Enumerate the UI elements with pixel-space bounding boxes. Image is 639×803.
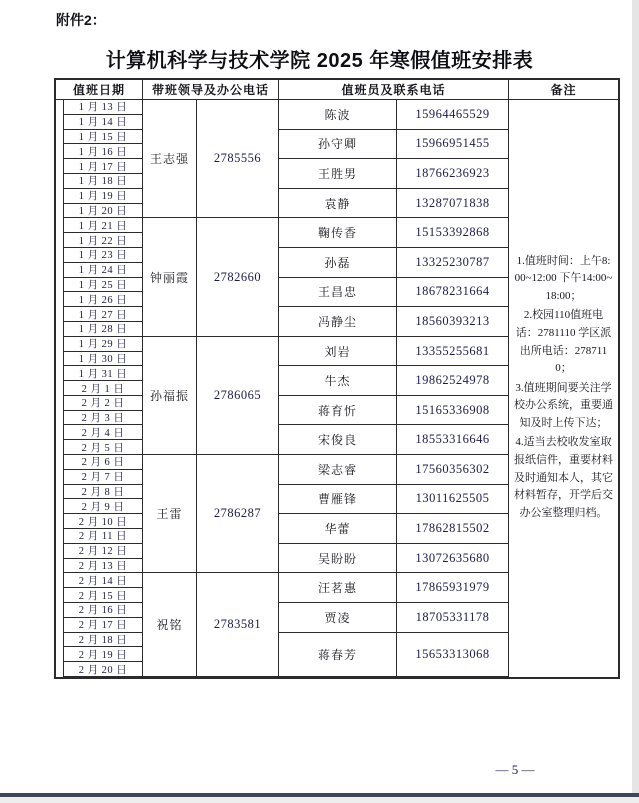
leader-phone-cell: 2785556 — [197, 100, 279, 218]
staff-phone-cell: 18705331178 — [397, 603, 509, 633]
date-cell: 2 月 20 日 — [63, 662, 143, 677]
staff-name-cell: 吴盼盼 — [279, 544, 397, 574]
staff-name-cell: 贾凌 — [279, 603, 397, 633]
page-edge-bottom-gap — [0, 797, 639, 803]
header-date: 值班日期 — [56, 80, 143, 100]
staff-name-cell: 华蕾 — [279, 514, 397, 544]
staff-phone-cell: 17862815502 — [397, 514, 509, 544]
staff-phone-cell: 15153392868 — [397, 218, 509, 248]
staff-name-cell: 冯静尘 — [279, 307, 397, 337]
date-cell: 2 月 2 日 — [63, 396, 143, 411]
date-cell: 2 月 6 日 — [63, 455, 143, 470]
date-cell: 2 月 18 日 — [63, 633, 143, 648]
staff-name-cell: 孙磊 — [279, 248, 397, 278]
date-cell: 1 月 24 日 — [63, 263, 143, 278]
date-cell: 1 月 29 日 — [63, 337, 143, 352]
staff-name-cell: 王昌忠 — [279, 278, 397, 308]
staff-phone-cell: 17865931979 — [397, 573, 509, 603]
staff-name-cell: 宋俊良 — [279, 425, 397, 455]
page-title: 计算机科学与技术学院 2025 年寒假值班安排表 — [105, 50, 534, 72]
date-cell: 1 月 26 日 — [63, 292, 143, 307]
date-cell: 2 月 19 日 — [63, 647, 143, 662]
date-cell: 1 月 20 日 — [63, 204, 143, 219]
date-cell: 2 月 7 日 — [63, 470, 143, 485]
staff-phone-cell: 13355255681 — [397, 337, 509, 367]
date-cell: 2 月 11 日 — [63, 529, 143, 544]
staff-name-cell: 梁志睿 — [279, 455, 397, 485]
staff-phone-cell: 15165336908 — [397, 396, 509, 426]
leader-name-cell: 王雷 — [143, 455, 197, 573]
date-cell: 2 月 8 日 — [63, 485, 143, 500]
staff-phone-cell: 13287071838 — [397, 189, 509, 219]
date-cell: 2 月 15 日 — [63, 588, 143, 603]
remarks-cell — [509, 100, 618, 677]
staff-phone-cell: 13072635680 — [397, 544, 509, 574]
date-cell: 1 月 15 日 — [63, 130, 143, 145]
staff-name-cell: 蒋春芳 — [279, 633, 397, 677]
staff-phone-cell: 15966951455 — [397, 130, 509, 160]
date-cell: 1 月 21 日 — [63, 218, 143, 233]
date-cell: 2 月 4 日 — [63, 425, 143, 440]
remark-item: 1.值班时间：上午8:00~12:00 下午14:00~18:00； — [514, 254, 613, 302]
date-cell: 2 月 9 日 — [63, 499, 143, 514]
leader-phone-cell: 2782660 — [197, 218, 279, 336]
leader-phone-cell: 2786065 — [197, 337, 279, 455]
remark-item: 4.适当去校收发室取报纸信件，重要材料及时通知本人，其它材料暂存，开学后交办公室整理归档。 — [514, 436, 613, 519]
date-cell: 1 月 30 日 — [63, 352, 143, 367]
date-cell: 2 月 5 日 — [63, 440, 143, 455]
staff-phone-cell: 18678231664 — [397, 278, 509, 308]
date-cell: 2 月 17 日 — [63, 618, 143, 633]
date-cell: 1 月 27 日 — [63, 307, 143, 322]
staff-name-cell: 蒋育忻 — [279, 396, 397, 426]
remark-item: 3.值班期间要关注学校办公系统，重要通知及时上传下达； — [514, 381, 613, 429]
page-number: — 5 — — [495, 762, 535, 777]
staff-phone-cell: 18560393213 — [397, 307, 509, 337]
staff-name-cell: 袁静 — [279, 189, 397, 219]
staff-name-cell: 刘岩 — [279, 337, 397, 367]
header-staff: 值班员及联系电话 — [279, 80, 509, 100]
staff-phone-cell: 17560356302 — [397, 455, 509, 485]
date-cell: 2 月 3 日 — [63, 411, 143, 426]
staff-name-cell: 孙守卿 — [279, 130, 397, 160]
staff-name-cell: 曹雁锋 — [279, 485, 397, 515]
staff-name-cell: 汪茗惠 — [279, 573, 397, 603]
date-cell: 1 月 13 日 — [63, 100, 143, 115]
leader-phone-cell: 2783581 — [197, 573, 279, 677]
date-cell: 1 月 31 日 — [63, 366, 143, 381]
date-cell: 1 月 17 日 — [63, 159, 143, 174]
staff-phone-cell: 13011625505 — [397, 485, 509, 515]
leader-phone-cell: 2786287 — [197, 455, 279, 573]
staff-phone-cell: 18766236923 — [397, 159, 509, 189]
staff-phone-cell: 15964465529 — [397, 100, 509, 130]
date-cell: 1 月 19 日 — [63, 189, 143, 204]
staff-name-cell: 牛杰 — [279, 366, 397, 396]
staff-phone-cell: 19862524978 — [397, 366, 509, 396]
date-cell: 1 月 25 日 — [63, 278, 143, 293]
date-cell: 1 月 14 日 — [63, 115, 143, 130]
page-edge-right — [632, 0, 639, 803]
staff-phone-cell: 13325230787 — [397, 248, 509, 278]
date-cell: 2 月 16 日 — [63, 603, 143, 618]
leader-name-cell: 王志强 — [143, 100, 197, 218]
date-cell: 1 月 23 日 — [63, 248, 143, 263]
remark-item: 2.校园110值班电话：2781110 学区派出所电话：2787110； — [515, 309, 612, 375]
date-cell: 2 月 1 日 — [63, 381, 143, 396]
header-remark: 备注 — [509, 80, 618, 100]
header-leader: 带班领导及办公电话 — [143, 80, 279, 100]
date-cell: 1 月 22 日 — [63, 233, 143, 248]
attachment-label: 附件2： — [56, 12, 106, 28]
date-cell: 1 月 28 日 — [63, 322, 143, 337]
leader-name-cell: 孙福振 — [143, 337, 197, 455]
leader-name-cell: 祝铭 — [143, 573, 197, 677]
leader-name-cell: 钟丽霞 — [143, 218, 197, 336]
staff-name-cell: 鞠传香 — [279, 218, 397, 248]
date-cell: 1 月 16 日 — [63, 144, 143, 159]
date-cell: 2 月 13 日 — [63, 559, 143, 574]
date-cell: 2 月 10 日 — [63, 514, 143, 529]
date-cell: 1 月 18 日 — [63, 174, 143, 189]
staff-phone-cell: 18553316646 — [397, 425, 509, 455]
duty-table — [54, 78, 620, 679]
staff-name-cell: 陈波 — [279, 100, 397, 130]
staff-phone-cell: 15653313068 — [397, 633, 509, 677]
date-cell: 2 月 12 日 — [63, 544, 143, 559]
date-cell: 2 月 14 日 — [63, 573, 143, 588]
staff-name-cell: 王胜男 — [279, 159, 397, 189]
